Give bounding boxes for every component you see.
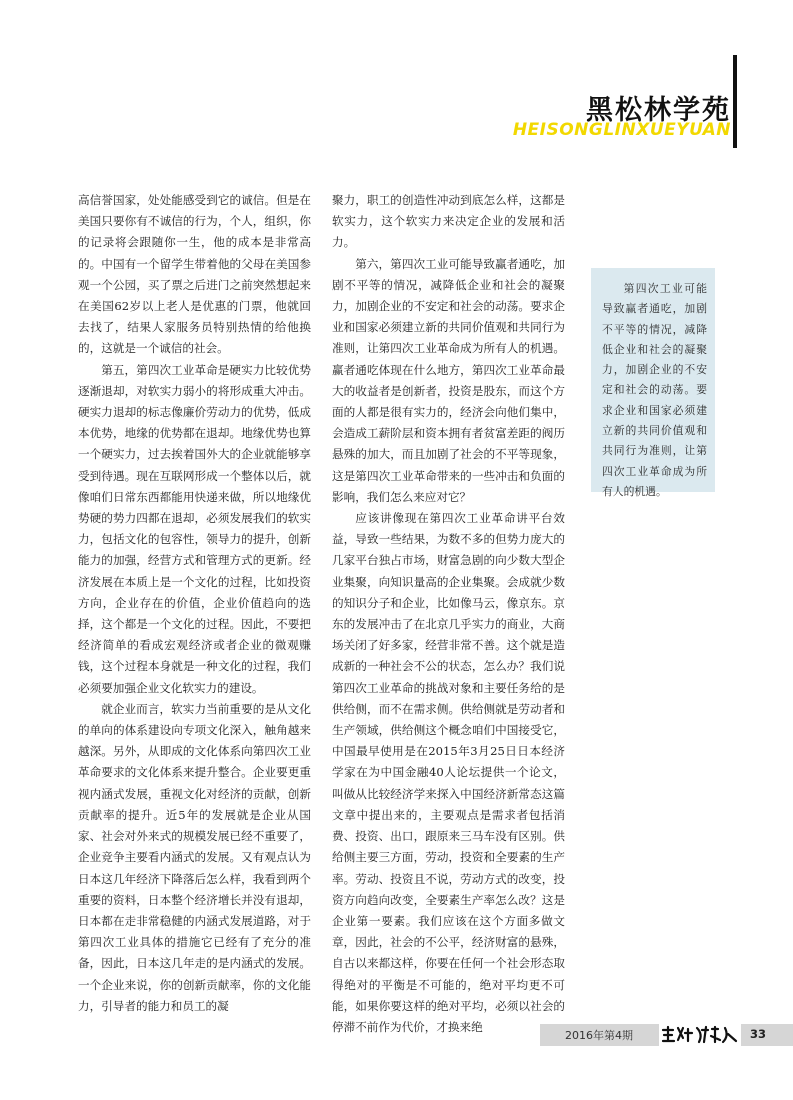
paragraph: 第六，第四次工业可能导致赢者通吃，加剧不平等的情况，减降低企业和社会的凝聚力，加剧企业的不安定和社会的动荡。要求企业和国家必须建立新的共同价值观和共同行为准则，让第四次工业革命成为所有人的机遇。赢者通吃体现在什么地方，第四次工业革命最大的收益者是创新者，投资是股东，而这个方面的人都是很有实力的，经济会向他们集中，会造成工薪阶层和资本拥有者贫富差距的阀历悬殊的加大，而且加剧了社会的不平等现象，这是第四次工业革命带来的一些冲击和负面的影响，我们怎么来应对它？ [332, 256, 565, 504]
pull-quote-text: 第四次工业可能导致赢者通吃，加剧不平等的情况，减降低企业和社会的凝聚力，加剧企业的不安定和社会的动荡。要求企业和国家必须建立新的共同价值观和共同行为准则，让第四次工业革命成为所有人的机遇。 [602, 282, 707, 498]
paragraph: 就企业而言，软实力当前重要的是从文化的单向的体系建设向专项文化深入，触角越来越深。另外，从即成的文化体系向第四次工业革命要求的文化体系来提升整合。企业要更重视内涵式发展，重视文化对经济的贡献，创新贡献率的提升。近5年的发展就是企业从国家、社会对外来式的规模发展已经不重要了，企业竞争主要看内涵式的发展。又有观点认为日本这几年经济下降落后怎么样，我看到两个重要的资料，日本整个经济增长并没有退却，日本都在走非常稳健的内涵式发展道路，对于第四次工业具体的措施它已经有了充分的准备，因此，日本这几年走的是内涵式的发展。一个企业来说，你的创新贡献率，你的文化能力，引导者的能力和员工的凝 [78, 701, 311, 1013]
section-subtitle: HEISONGLINXUEYUAN [512, 120, 731, 140]
paragraph: 高信誉国家，处处能感受到它的诚信。但是在美国只要你有不诚信的行为，个人，组织，你的记录将会跟随你一生，他的成本是非常高的。中国有一个留学生带着他的父母在美国参观一个公园，买了票之后进门之前突然想起来在美国62岁以上老人是优惠的门票，他就回去找了，结果人家服务员特别热情的给他换的，这就是一个诚信的社会。 [78, 193, 311, 356]
paragraph: 第五，第四次工业革命是硬实力比较优势逐渐退却，对软实力弱小的将形成重大冲击。硬实力退却的标志像廉价劳动力的优势，低成本优势，地缘的优势都在退却。地缘优势也算一个硬实力，过去挨着国外大的企业就能够享受到待遇。现在互联网形成一个整体以后，就像咱们日常东西都能用快递来做，所以地缘优势硬的势力四都在退却，必须发展我们的软实力，包括文化的包容性，领导力的提升，创新能力的加强，经营方式和管理方式的更新。经济发展在本质上是一个文化的过程，比如投资方向，企业存在的价值，企业价值趋向的选择，这个都是一个文化的过程。因此，不要把经济简单的看成宏观经济或者企业的微观赚钱，这个过程本身就是一种文化的过程，我们必须要加强企业文化软实力的建设。 [78, 362, 311, 695]
paragraph: 应该讲像现在第四次工业革命讲平台效益，导致一些结果，为数不多的但势力庞大的几家平台独占市场，财富急剧的向少数大型企业集聚，向知识量高的企业集聚。会成就少数的知识分子和企业，比如像马云，像京东。京东的发展冲击了在北京几乎实力的商业，大商场关闭了好多家，经营非常不善。这个就是造成新的一种社会不公的状态，怎么办？我们说第四次工业革命的挑战对象和主要任务给的是供给侧，而不在需求侧。供给侧就是劳动者和生产领域，供给侧这个概念咱们中国接受它，中国最早使用是在2015年3月25日日本经济学家在为中国金融40人论坛提供一个论文，叫做从比较经济学来探入中国经济新常态这篇文章中提出来的，主要观点是需求者包括消费、投资、出口，跟原来三马车没有区别。供给侧主要三方面，劳动，投资和全要素的生产率。劳动、投资且不说，劳动方式的改变，投资方向趋向改变，全要素生产率怎么改？这是企业第一要素。我们应该在这个方面多做文章，因此，社会的不公平，经济财富的悬殊，自古以来都这样，你要在任何一个社会形态取得绝对的平衡是不可能的，绝对平均更不可能，如果你要这样的绝对平均，必须以社会的停滞不前作为代价，才换来绝 [332, 511, 565, 1034]
section-title: 黑松林学苑 [586, 95, 731, 126]
pull-quote [591, 268, 715, 498]
magazine-logo [659, 1024, 741, 1046]
paragraph: 聚力，职工的创造性冲动到底怎么样，这都是软实力，这个软实力来决定企业的发展和活力。 [332, 193, 565, 250]
issue-label: 2016年第4期 [565, 1029, 633, 1042]
text-column-left [78, 190, 311, 1017]
page-number: 33 [750, 1027, 767, 1041]
text-column-right [332, 190, 565, 1038]
header-divider [733, 55, 737, 148]
